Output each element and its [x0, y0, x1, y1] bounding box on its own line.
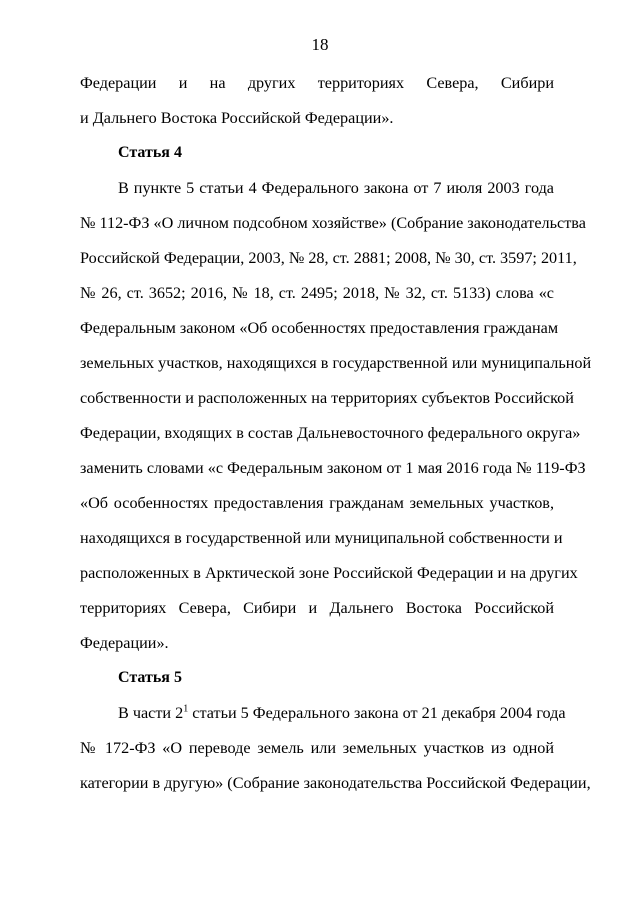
article-4-line: Федеральным законом «Об особенностях предоставления гражданам [80, 319, 559, 337]
article-5-line: категории в другую» (Собрание законодательства Российской Федерации, [80, 774, 591, 792]
article-4-line: земельных участков, находящихся в государственной или муниципальной [80, 354, 592, 372]
superscript: 1 [183, 703, 189, 715]
article-5-line-text: статьи 5 Федерального закона от 21 декабря 2004 года [188, 704, 566, 722]
article-4-line: расположенных в Арктической зоне Российской Федерации и на других [80, 564, 578, 582]
article-4-line: Российской Федерации, 2003, № 28, ст. 2881; 2008, № 30, ст. 3597; 2011, [80, 249, 577, 267]
article-4-line: Федерации, входящих в состав Дальневосточного федерального округа» [80, 424, 581, 442]
article-4-line: заменить словами «с Федеральным законом от 1 мая 2016 года № 119-ФЗ [80, 459, 586, 477]
article-5-line: № 172-ФЗ «О переводе земель или земельных участков из одной [80, 739, 554, 757]
article-4-line: В пункте 5 статьи 4 Федерального закона от 7 июля 2003 года [118, 179, 554, 197]
article-4-line: территориях Севера, Сибири и Дальнего Востока Российской [80, 599, 554, 617]
page-number: 18 [311, 35, 329, 54]
article-4-line: № 112-ФЗ «О личном подсобном хозяйстве» (Собрание законодательства [80, 214, 586, 232]
article-4-line: собственности и расположенных на территориях субъектов Российской [80, 389, 574, 407]
article-4-line: находящихся в государственной или муниципальной собственности и [80, 529, 563, 547]
article-4-line: «Об особенностях предоставления гражданам земельных участков, [80, 494, 554, 512]
article-5-line-text: В части 2 [118, 704, 184, 722]
intro-line: Федерации и на других территориях Севера, Сибири [80, 74, 554, 92]
intro-line: и Дальнего Востока Российской Федерации». [80, 109, 394, 127]
article-4-line: Федерации». [80, 634, 169, 652]
article-4-line: № 26, ст. 3652; 2016, № 18, ст. 2495; 2018, № 32, ст. 5133) слова «с [80, 284, 554, 302]
article-5-heading: Статья 5 [118, 669, 182, 686]
article-4-heading: Статья 4 [118, 144, 182, 161]
article-5-line [118, 703, 566, 723]
